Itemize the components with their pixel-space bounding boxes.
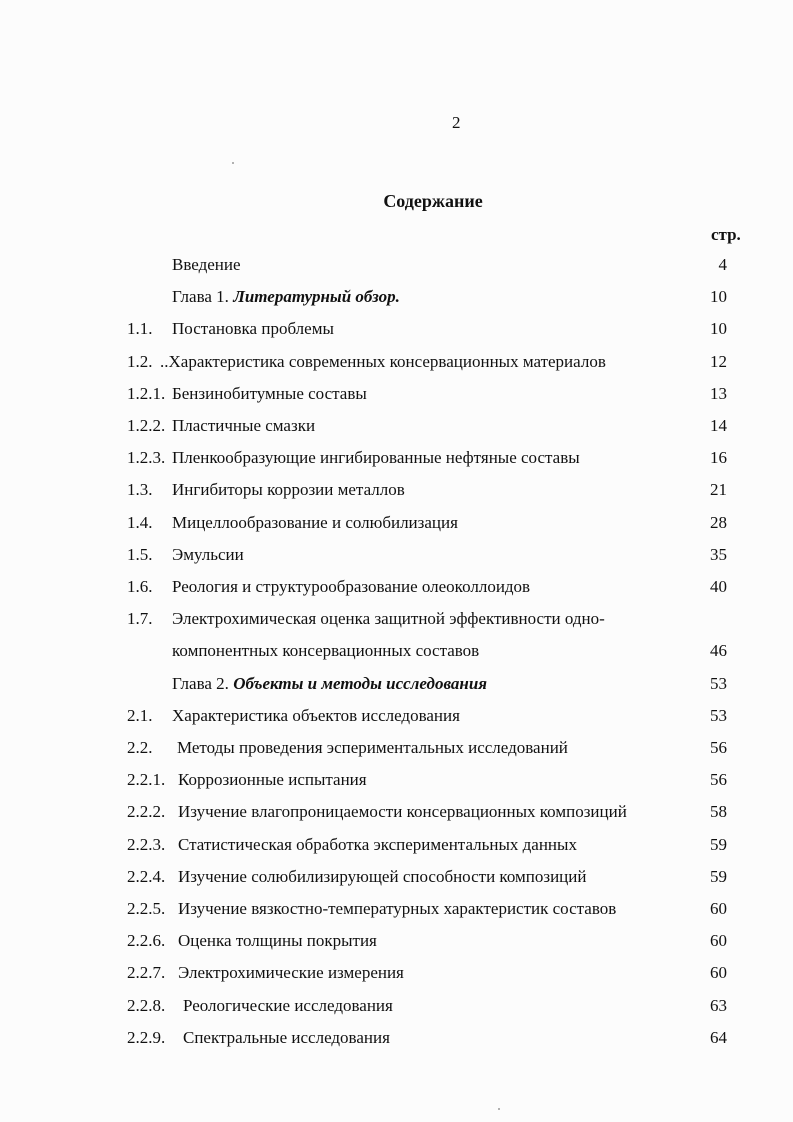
entry-title-text: Электрохимические измерения bbox=[178, 963, 404, 983]
toc-entry bbox=[0, 706, 793, 736]
entry-title bbox=[172, 255, 241, 275]
entry-title bbox=[183, 1028, 390, 1048]
entry-title bbox=[172, 319, 334, 339]
toc-entry bbox=[0, 835, 793, 865]
entry-title-text: Изучение вязкостно-температурных характеристик составов bbox=[178, 899, 617, 918]
toc-entry bbox=[0, 545, 793, 575]
entry-title bbox=[172, 577, 530, 597]
entry-page: 21 bbox=[710, 480, 727, 500]
toc-entry bbox=[0, 255, 793, 285]
entry-title bbox=[177, 738, 568, 758]
entry-title-text: Реология и структурообразование олеоколлоидов bbox=[172, 577, 531, 596]
entry-title-text: Пластичные смазки bbox=[172, 416, 316, 435]
entry-title-text: Оценка толщины покрытия bbox=[178, 931, 377, 951]
toc-entry bbox=[0, 641, 793, 671]
toc-entry bbox=[0, 770, 793, 800]
toc-entry bbox=[0, 609, 793, 639]
scan-speck bbox=[498, 1108, 500, 1110]
entry-page: 10 bbox=[710, 287, 727, 307]
entry-page: 64 bbox=[710, 1027, 727, 1047]
toc-entry bbox=[0, 867, 793, 897]
entry-number: 2.2.6. bbox=[127, 931, 166, 951]
entry-title-text: Мицеллообразование и солюбилизация bbox=[172, 512, 458, 532]
entry-page: 56 bbox=[710, 770, 727, 790]
entry-page: 46 bbox=[710, 641, 727, 661]
entry-title bbox=[172, 448, 580, 468]
page-number: 2 bbox=[452, 113, 461, 132]
entry-title-text: Пленкообразующие ингибированные нефтяные составы bbox=[172, 448, 580, 468]
entry-title bbox=[172, 545, 244, 565]
toc-entry bbox=[0, 674, 793, 704]
entry-title-text: Введение bbox=[172, 255, 241, 274]
entry-page: 59 bbox=[710, 834, 727, 854]
chapter-title: Литературный обзор. bbox=[233, 287, 400, 307]
entry-title bbox=[172, 416, 315, 436]
entry-number: 2.2.2. bbox=[127, 802, 166, 822]
entry-title bbox=[178, 931, 377, 951]
entry-title-text: Глава 2. bbox=[172, 673, 234, 693]
entry-title-text: Постановка проблемы bbox=[172, 319, 334, 339]
entry-title bbox=[178, 802, 627, 822]
toc-entry bbox=[0, 577, 793, 607]
entry-title bbox=[160, 352, 606, 372]
entry-title bbox=[172, 480, 405, 500]
toc-entry bbox=[0, 899, 793, 929]
toc-entry bbox=[0, 416, 793, 446]
entry-title bbox=[183, 996, 393, 1016]
entry-page: 53 bbox=[710, 705, 727, 725]
entry-number: 2.2.9. bbox=[127, 1027, 166, 1047]
toc-entry bbox=[0, 384, 793, 414]
entry-title-text: Глава 1. bbox=[172, 287, 234, 307]
entry-number: 2.2. bbox=[127, 738, 153, 757]
toc-entry bbox=[0, 1028, 793, 1058]
entry-page: 35 bbox=[710, 544, 727, 564]
entry-title bbox=[172, 384, 367, 404]
entry-page: 58 bbox=[710, 802, 727, 822]
entry-number: 1.3. bbox=[127, 480, 153, 500]
entry-number: 1.2.1. bbox=[127, 383, 166, 403]
entry-number: 1.2.3. bbox=[127, 448, 166, 468]
entry-number: 1.1. bbox=[127, 319, 153, 339]
entry-number: 1.7. bbox=[127, 609, 153, 629]
page-title: Содержание bbox=[383, 191, 483, 211]
page-column-label: стр. bbox=[711, 225, 741, 244]
toc-entry bbox=[0, 352, 793, 382]
entry-page: 4 bbox=[718, 255, 727, 274]
entry-title bbox=[178, 899, 616, 919]
entry-page: 60 bbox=[710, 931, 727, 951]
entry-title-text: Коррозионные испытания bbox=[178, 770, 367, 790]
entry-title-text: Электрохимическая оценка защитной эффективности одно- bbox=[172, 609, 605, 629]
entry-title-text: Изучение влагопроницаемости консервационных композиций bbox=[178, 802, 627, 822]
entry-title bbox=[178, 867, 586, 887]
toc-entry bbox=[0, 738, 793, 768]
entry-title bbox=[172, 513, 458, 533]
scan-speck bbox=[232, 162, 234, 164]
entry-title bbox=[172, 609, 605, 629]
entry-number: 1.2. bbox=[127, 351, 153, 371]
chapter-title: Объекты и методы исследования bbox=[233, 673, 488, 693]
entry-page: 10 bbox=[710, 319, 727, 339]
entry-title bbox=[172, 287, 400, 307]
entry-number: 1.4. bbox=[127, 512, 153, 532]
entry-number: 2.2.3. bbox=[127, 834, 166, 854]
entry-title bbox=[178, 963, 404, 983]
entry-number: 2.2.1. bbox=[127, 770, 166, 790]
entry-title-text: Спектральные исследования bbox=[183, 1027, 390, 1047]
entry-number: 2.2.7. bbox=[127, 963, 166, 983]
entry-title bbox=[178, 835, 577, 855]
entry-title-text: Изучение солюбилизирующей способности композиций bbox=[178, 866, 587, 886]
entry-page: 16 bbox=[710, 448, 727, 468]
entry-title-text: ..Характеристика современных консервационных материалов bbox=[160, 351, 606, 371]
toc-entry bbox=[0, 931, 793, 961]
entry-title bbox=[172, 674, 487, 694]
entry-page: 59 bbox=[710, 866, 727, 886]
entry-number: 1.5. bbox=[127, 544, 153, 564]
entry-page: 12 bbox=[710, 351, 727, 371]
entry-number: 2.1. bbox=[127, 705, 153, 725]
entry-page: 63 bbox=[710, 995, 727, 1015]
entry-title-text: Бензинобитумные составы bbox=[172, 383, 367, 403]
entry-page: 56 bbox=[710, 738, 727, 757]
entry-title-text: Эмульсии bbox=[172, 544, 244, 564]
entry-number: 1.2.2. bbox=[127, 416, 166, 435]
entry-title-text: Статистическая обработка экспериментальных данных bbox=[178, 834, 577, 854]
entry-number: 2.2.5. bbox=[127, 899, 166, 918]
entry-title bbox=[172, 641, 479, 661]
entry-page: 60 bbox=[710, 899, 727, 918]
entry-page: 13 bbox=[710, 383, 727, 403]
entry-number: 1.6. bbox=[127, 577, 153, 596]
entry-title-text: Реологические исследования bbox=[183, 995, 393, 1015]
entry-number: 2.2.8. bbox=[127, 995, 166, 1015]
entry-title-text: компонентных консервационных составов bbox=[172, 641, 480, 661]
entry-page: 14 bbox=[710, 416, 727, 435]
entry-page: 60 bbox=[710, 963, 727, 983]
toc-entry bbox=[0, 802, 793, 832]
entry-title-text: Методы проведения эспериментальных исследований bbox=[177, 738, 568, 757]
toc-entry bbox=[0, 996, 793, 1026]
entry-page: 40 bbox=[710, 577, 727, 596]
entry-title bbox=[178, 770, 367, 790]
entry-title bbox=[172, 706, 460, 726]
toc-entry bbox=[0, 513, 793, 543]
toc-entry bbox=[0, 480, 793, 510]
entry-title-text: Ингибиторы коррозии металлов bbox=[172, 480, 405, 500]
entry-title-text: Характеристика объектов исследования bbox=[172, 705, 460, 725]
toc-entry bbox=[0, 287, 793, 317]
toc-entry bbox=[0, 448, 793, 478]
toc-entry bbox=[0, 963, 793, 993]
toc-entry bbox=[0, 319, 793, 349]
entry-page: 53 bbox=[710, 673, 727, 693]
entry-page: 28 bbox=[710, 512, 727, 532]
entry-number: 2.2.4. bbox=[127, 866, 166, 886]
